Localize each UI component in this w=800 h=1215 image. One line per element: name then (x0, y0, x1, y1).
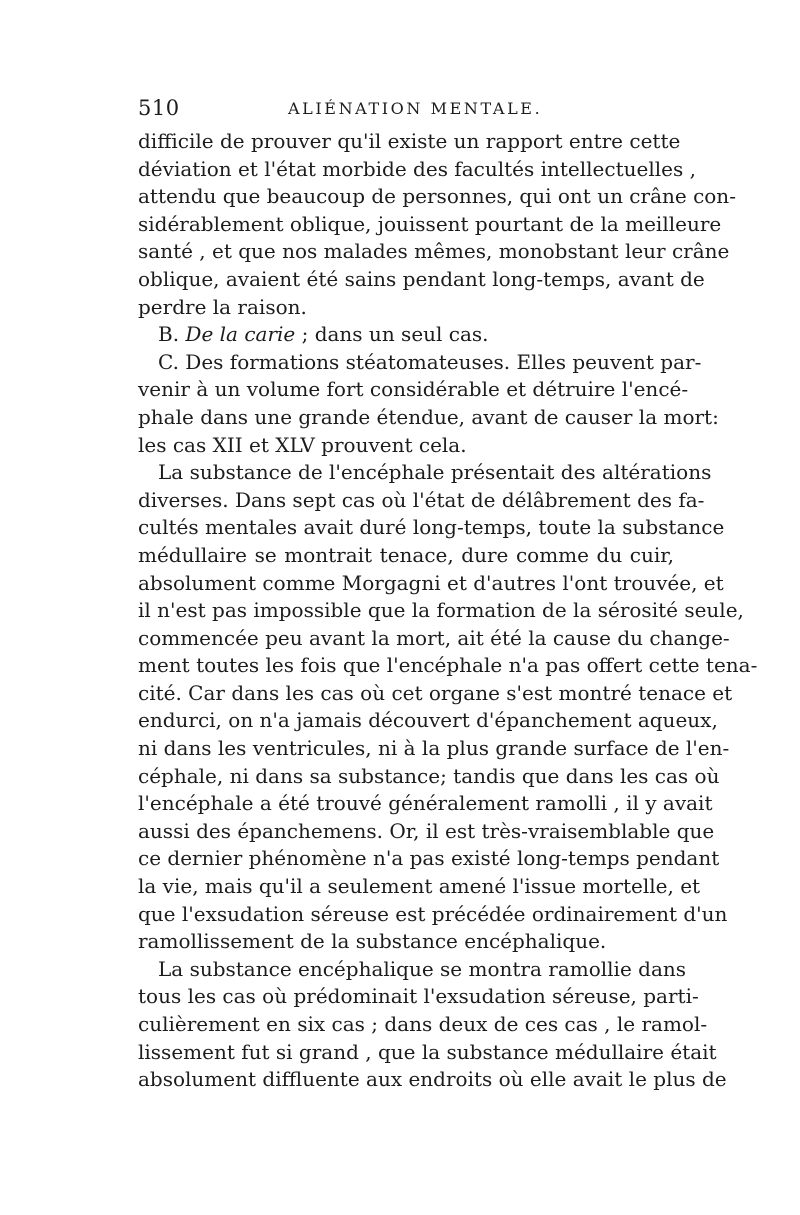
text-line: difficile de prouver qu'il existe un rapport entre cette (138, 129, 681, 153)
text-line: commencée peu avant la mort, ait été la cause du change- (138, 625, 730, 650)
text-line: ment toutes les fois que l'encéphale n'a pas offert cette tena- (138, 653, 758, 678)
text-line: absolument diffluente aux endroits où elle avait le plus de (138, 1067, 727, 1092)
text-line: ce dernier phénomène n'a pas existé long-temps pendant (138, 846, 720, 871)
text-line: l'encéphale a été trouvé généralement ramolli , il y avait (138, 791, 713, 816)
text-line: ramollissement de la substance encéphalique. (138, 929, 607, 954)
text-line: il n'est pas impossible que la formation de la sérosité seule, (138, 598, 744, 623)
book-page (138, 94, 758, 1094)
text-line: lissement fut si grand , que la substance médullaire était (138, 1039, 717, 1064)
text-line: endurci, on n'a jamais découvert d'épanchement aqueux, (138, 708, 718, 733)
running-head (138, 94, 674, 128)
page-number: 510 (138, 96, 180, 120)
text-line: déviation et l'état morbide des facultés intellectuelles , (138, 156, 696, 181)
text-line: santé , et que nos malades mêmes, monobstant leur crâne (138, 239, 730, 264)
text-line: aussi des épanchemens. Or, il est très-vraisemblable que (138, 818, 715, 843)
text-line: culièrement en six cas ; dans deux de ces cas , le ramol- (138, 1012, 708, 1036)
text-line: phale dans une grande étendue, avant de causer la mort: (138, 404, 719, 429)
body-text (138, 128, 758, 1094)
item-b-text: ; dans un seul cas. (295, 322, 489, 347)
text-line: La substance de l'encéphale présentait des altérations (158, 460, 712, 485)
text-line: que l'exsudation séreuse est précédée ordinairement d'un (138, 901, 728, 926)
text-line: venir à un volume fort considérable et détruire l'encé- (138, 377, 689, 402)
text-line: la vie, mais qu'il a seulement amené l'issue mortelle, et (138, 874, 701, 899)
text-line: perdre la raison. (138, 294, 307, 319)
text-line: les cas XII et XLV prouvent cela. (138, 432, 467, 457)
text-line: attendu que beaucoup de personnes, qui ont un crâne con- (138, 184, 736, 209)
text-line: cité. Car dans les cas où cet organe s'est montré tenace et (138, 680, 733, 705)
text-line: médullaire se montrait tenace, dure comme du cuir, (138, 542, 674, 567)
item-b-label: B. (158, 322, 186, 347)
item-b-heading: De la carie (185, 322, 296, 347)
running-title: ALIÉNATION MENTALE. (288, 99, 543, 118)
text-line: absolument comme Morgagni et d'autres l'ont trouvée, et (138, 570, 724, 595)
text-line: ni dans les ventricules, ni à la plus grande surface de l'en- (138, 736, 730, 761)
text-line: tous les cas où prédominait l'exsudation séreuse, parti- (138, 984, 699, 1009)
text-line: diverses. Dans sept cas où l'état de délâbrement des fa- (138, 487, 705, 512)
text-line: sidérablement oblique, jouissent pourtant de la meilleure (138, 211, 722, 236)
text-line: C. Des formations stéatomateuses. Elles peuvent par- (158, 349, 702, 374)
text-line: céphale, ni dans sa substance; tandis que dans les cas où (138, 763, 720, 788)
text-line-b (138, 321, 674, 349)
text-line: oblique, avaient été sains pendant long-temps, avant de (138, 266, 705, 291)
text-line: La substance encéphalique se montra ramollie dans (158, 956, 687, 981)
text-line: cultés mentales avait duré long-temps, toute la substance (138, 515, 725, 540)
